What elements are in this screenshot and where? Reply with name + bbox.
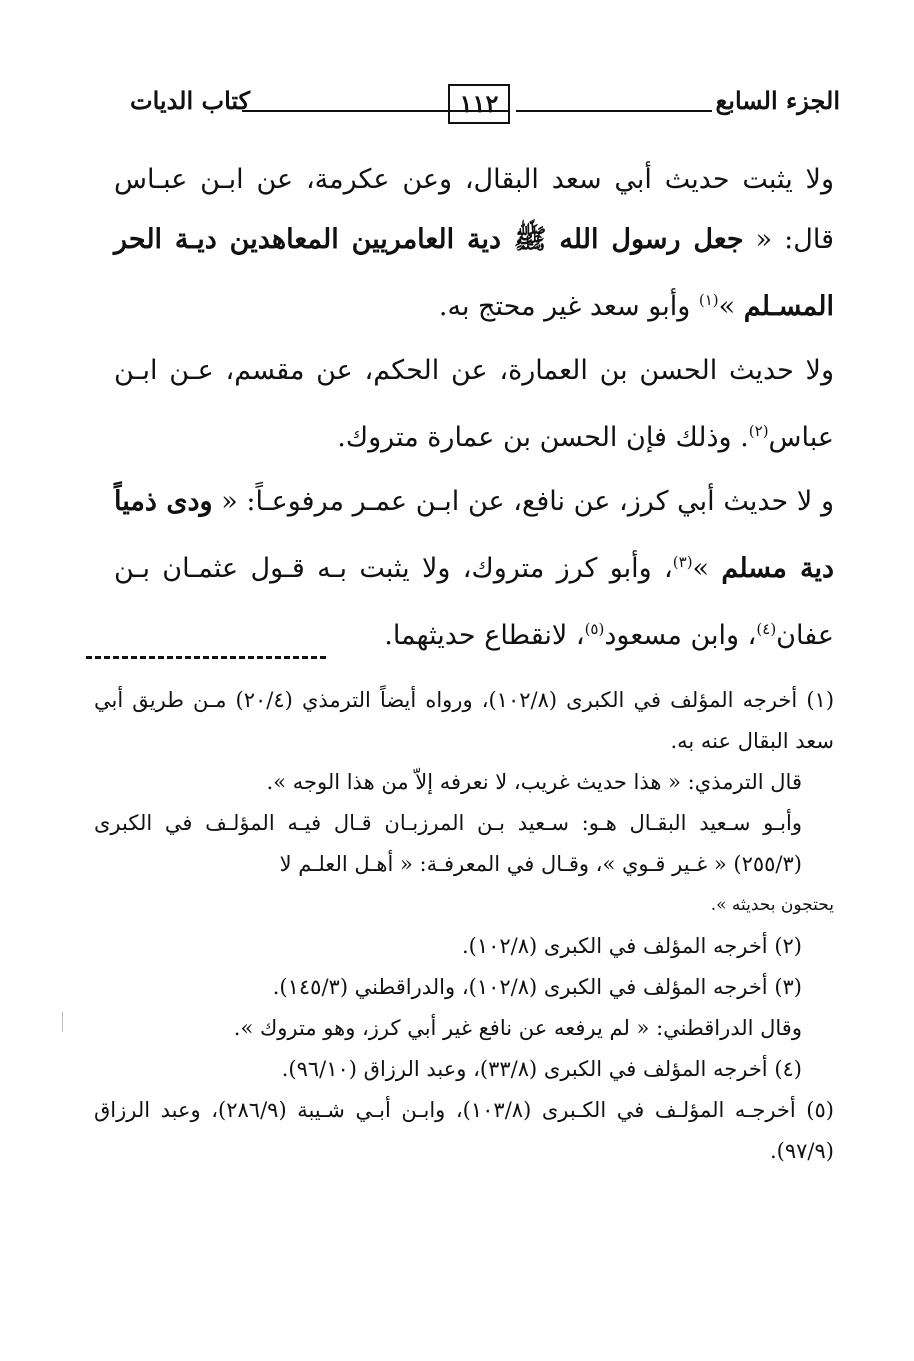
scan-mark: [62, 1012, 63, 1032]
footnote-1: (١) أخرجه المؤلف في الكبرى (١٠٢/٨)، ورواه أيضاً الترمذي (٢٠/٤) مـن طريق أبي سعد البقال عنه به.: [94, 688, 835, 753]
footnote-ref-4[interactable]: (٤): [756, 620, 777, 638]
hadith-quote: ودى ذمياً دية مسلم: [114, 486, 834, 584]
text-run: ، لانقطاع حديثهما.: [384, 620, 585, 651]
footnote-ref-3[interactable]: (٣): [672, 553, 693, 571]
text-run: ، وابن مسعود: [604, 620, 757, 651]
footnote-1-note-end: يحتجون بحديثه ».: [710, 895, 834, 915]
footnote-1-note: وأبـو سـعيد البقـال هـو: سـعيد بـن المرزبـان قـال فيـه المؤلـف في الكبرى (٢٥٥/٣) « غـير قـوي »، وقـال في المعرفـة: « أهـل العلـم لا: [94, 811, 802, 876]
text-run: . وذلك فإن الحسن بن عمارة متروك.: [337, 422, 749, 453]
text-run: ولا يثبت حديث أبي سعد البقال، وعن عكرمة، عن ابـن عبـاس قال: «: [114, 164, 835, 255]
main-text: [114, 150, 834, 670]
footnotes: [94, 680, 834, 1172]
footnote-1-note: قال الترمذي: « هذا حديث غريب، لا نعرفه إلاّ من هذا الوجه ».: [266, 770, 802, 794]
footnote-divider: [86, 656, 326, 659]
page-number: ١١٢: [448, 84, 510, 124]
text-run: »: [692, 553, 722, 584]
text-run: ولا حديث الحسن بن العمارة، عن الحكم، عن مقسم، عـن ابـن عباس: [114, 355, 834, 453]
footnote-3-note: وقال الدراقطني: « لم يرفعه عن نافع غير أبي كرز، وهو متروك ».: [233, 1016, 802, 1040]
footnote-3: (٣) أخرجه المؤلف في الكبرى (١٠٢/٨)، والدراقطني (١٤٥/٣).: [272, 975, 802, 999]
running-header: [100, 78, 840, 138]
footnote-5: (٥) أخرجـه المؤلـف في الكـبرى (١٠٣/٨)، وابـن أبـي شـيبة (٢٨٦/٩)، وعبد الرزاق (٩٧/٩).: [94, 1098, 834, 1163]
paragraph-3: [114, 472, 834, 666]
footnote-4: (٤) أخرجه المؤلف في الكبرى (٣٣/٨)، وعبد الرزاق (٩٦/١٠).: [281, 1057, 802, 1081]
header-rule-left: [242, 110, 510, 112]
footnote-2: (٢) أخرجه المؤلف في الكبرى (١٠٢/٨).: [461, 934, 802, 958]
footnote-ref-2[interactable]: (٢): [748, 422, 769, 440]
text-run: وأبو سعد غير محتج به.: [438, 291, 699, 322]
paragraph-1: [114, 150, 834, 337]
footnote-ref-1[interactable]: (١): [698, 291, 719, 309]
header-rule-right: [516, 110, 712, 112]
volume-title: الجزء السابع: [715, 86, 840, 115]
paragraph-2: [114, 341, 834, 468]
hadith-quote: جعل رسول الله ﷺ دية العامريين المعاهدين ديـة الحر المسـلم: [114, 224, 834, 322]
book-title: كتاب الديات: [130, 86, 251, 115]
text-run: ، وأبو كرز متروك، ولا يثبت بـه قـول عثمـان بـن عفان: [114, 553, 834, 651]
text-run: و لا حديث أبي كرز، عن نافع، عن ابـن عمـر مرفوعـاً: «: [212, 486, 834, 517]
text-run: »: [718, 291, 744, 322]
footnote-ref-5[interactable]: (٥): [584, 620, 605, 638]
